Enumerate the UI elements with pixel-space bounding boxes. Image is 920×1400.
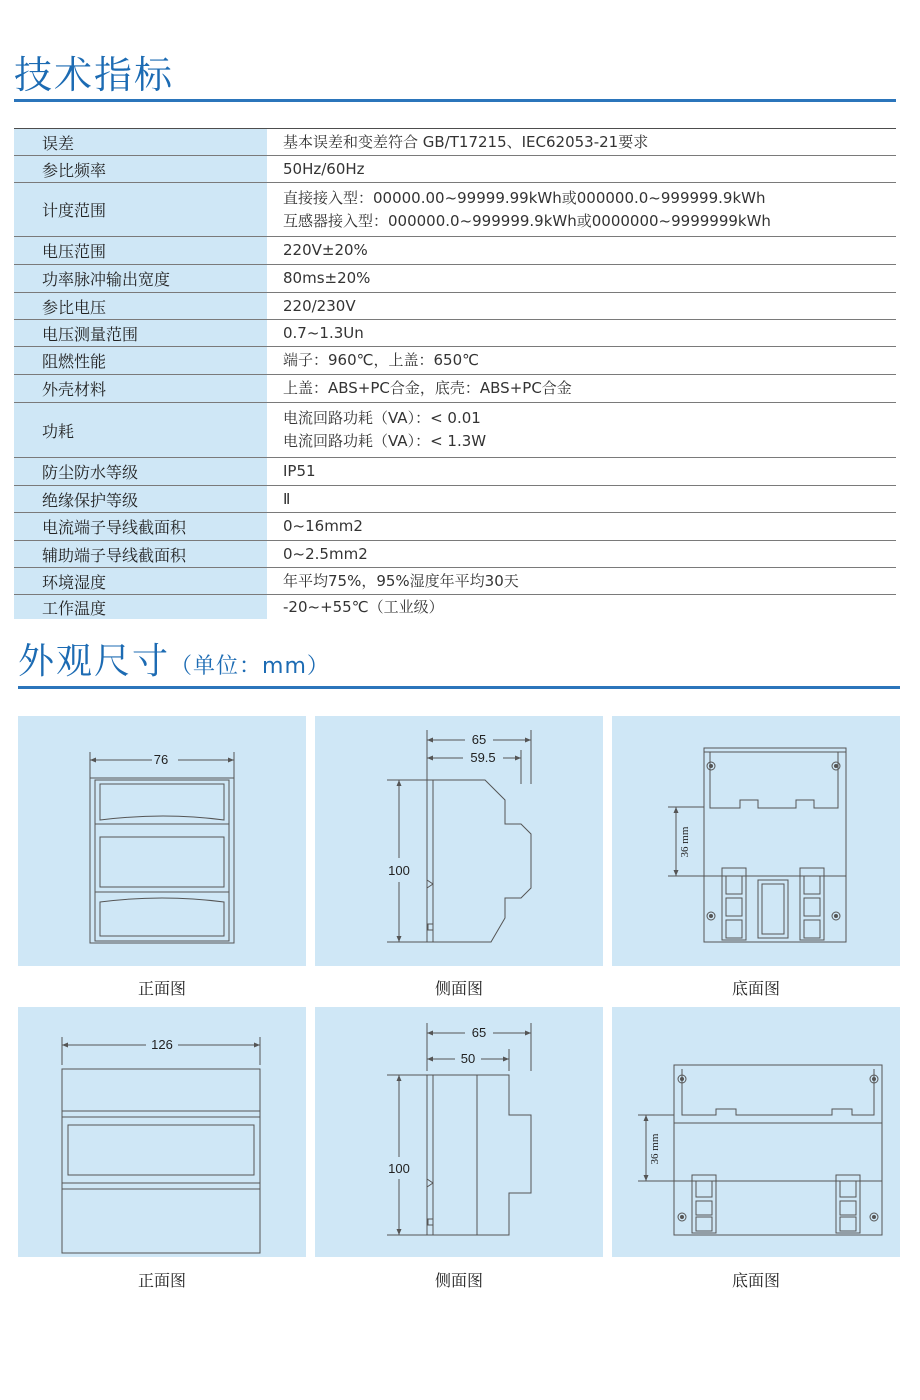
bottom-view-caption: 底面图 [731,979,780,998]
spec-value-line: 0.7~1.3Un [283,323,364,342]
spec-row [14,458,896,486]
spec-label: 功率脉冲输出宽度 [14,265,267,292]
spec-value-line: 电流回路功耗（VA）：< 1.3W [283,432,487,450]
spec-value-line: 50Hz/60Hz [283,159,365,178]
spec-value [267,458,896,485]
front-view-drawing-1 [18,716,306,966]
spec-label: 计度范围 [14,183,267,236]
section-title-dimensions [18,633,330,684]
spec-row [14,375,896,403]
spec-label: 电压范围 [14,237,267,264]
spec-row [14,595,896,619]
spec-row [14,183,896,237]
spec-row [14,403,896,458]
side-height-dimension [387,1075,427,1235]
spec-value-line: 年平均75%，95%湿度年平均30天 [283,571,519,590]
spec-row [14,347,896,375]
spec-value-line: Ⅱ [283,489,291,508]
spec-value [267,568,896,594]
spec-value-line: IP51 [283,462,316,480]
spec-value-line: -20~+55℃（工业级） [283,597,444,616]
spec-row [14,265,896,293]
spec-label: 阻燃性能 [14,347,267,374]
side-depth-label: 65 [471,1025,487,1040]
spec-value-line: 互感器接入型：000000.0~999999.9kWh或0000000~9999999kWh [283,211,771,230]
mounting-screw-icons [678,1075,878,1221]
bottom-view-drawing-1 [612,716,900,966]
spec-label: 环境湿度 [14,568,267,594]
spec-row [14,568,896,595]
side-depth-label: 65 [471,732,487,747]
side-view-drawing-1 [315,716,603,966]
front-view-caption: 正面图 [137,1271,186,1290]
spec-row [14,541,896,568]
front-width-label: 126 [151,1037,173,1052]
spec-label: 绝缘保护等级 [14,486,267,512]
spec-value-line: 220V±20% [283,241,368,259]
spec-value [267,403,896,457]
spec-row [14,156,896,183]
side-view-caption: 侧面图 [434,1271,483,1290]
spec-value-line: 端子：960℃，上盖：650℃ [283,351,479,369]
spec-value [267,293,896,319]
spec-label: 功耗 [14,403,267,457]
spec-value [267,375,896,402]
front-meter-outline [90,778,234,943]
spec-label: 参比频率 [14,156,267,182]
bottom-meter-outline [704,748,846,942]
side-view-caption: 侧面图 [434,979,483,998]
front-view-drawing-2 [18,1007,306,1257]
side-inner-label: 50 [460,1051,476,1066]
rail-dimension-label: 36 mm [679,826,691,858]
front-meter-outline [62,1069,260,1253]
spec-row [14,486,896,513]
rail-dimension-label: 36 mm [649,1133,661,1165]
spec-row [14,320,896,347]
unit-note: （单位：mm） [170,654,330,679]
spec-row [14,513,896,541]
spec-label: 电压测量范围 [14,320,267,346]
spec-value [267,513,896,540]
spec-value-line: 基本误差和变差符合 GB/T17215、IEC62053-21要求 [283,132,649,151]
spec-label: 参比电压 [14,293,267,319]
side-meter-outline [427,1075,531,1235]
spec-label: 工作温度 [14,595,267,619]
spec-value-line: 0~2.5mm2 [283,544,368,563]
side-height-label: 100 [388,863,410,878]
spec-value [267,595,896,619]
spec-label: 误差 [14,129,267,155]
spec-value [267,129,896,155]
spec-value [267,265,896,292]
bottom-view-caption: 底面图 [731,1271,780,1290]
section-divider [18,686,900,689]
side-meter-outline [427,780,531,942]
section-title-specs: 技术指标 [14,53,175,97]
side-height-dimension [387,780,427,942]
bottom-view-drawing-2 [612,1007,900,1257]
section-title-text: 外观尺寸 [18,641,171,682]
spec-value-line: 电流回路功耗（VA）：< 0.01 [283,409,481,427]
spec-value [267,347,896,374]
section-divider [14,99,896,102]
spec-row [14,237,896,265]
bottom-meter-outline [674,1065,882,1235]
spec-row [14,293,896,320]
spec-value [267,183,896,236]
spec-value-line: 80ms±20% [283,269,371,287]
spec-value [267,486,896,512]
side-view-drawing-2 [315,1007,603,1257]
spec-label: 电流端子导线截面积 [14,513,267,540]
spec-value-line: 上盖：ABS+PC合金，底壳：ABS+PC合金 [283,379,572,397]
spec-value-line: 0~16mm2 [283,517,363,535]
spec-value [267,237,896,264]
spec-row [14,129,896,156]
spec-value [267,156,896,182]
spec-value [267,320,896,346]
spec-value-line: 直接接入型：00000.00~99999.99kWh或000000.0~999999.9kWh [283,188,766,207]
spec-value-line: 220/230V [283,296,356,315]
side-inner-label: 59.5 [470,750,496,765]
spec-label: 辅助端子导线截面积 [14,541,267,567]
mounting-screw-icons [707,762,840,920]
front-view-caption: 正面图 [137,979,186,998]
spec-value [267,541,896,567]
spec-table [14,128,896,619]
side-height-label: 100 [388,1161,410,1176]
front-width-label: 76 [153,752,169,767]
spec-label: 外壳材料 [14,375,267,402]
spec-label: 防尘防水等级 [14,458,267,485]
